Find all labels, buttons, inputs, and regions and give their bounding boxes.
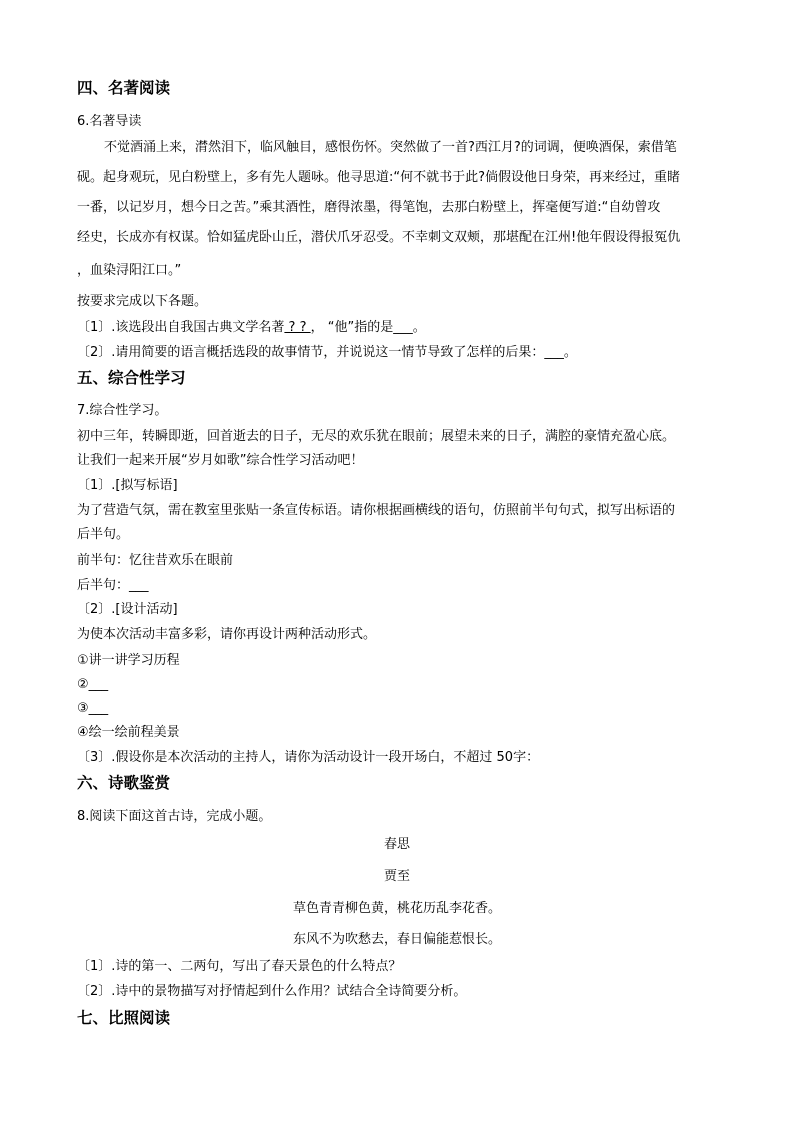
- section-heading-5: 五、综合性学习: [77, 369, 186, 387]
- passage-line-4: 经史，长成亦有权谋。恰如猛虎卧山丘，潜伏爪牙忍受。不幸刺文双颊，那堪配在江州!他年假设得报冤仇: [77, 230, 681, 245]
- activity-item-1: ①讲一讲学习历程: [77, 653, 180, 668]
- question-7-title: 7.综合性学习。: [77, 403, 168, 418]
- q1-prefix: 〔1〕.该选段出自我国古典文学名著: [77, 320, 285, 335]
- intro-line-2: 让我们一起来开展“岁月如歌”综合性学习活动吧！: [77, 453, 364, 468]
- back-half: 后半句：___: [77, 578, 149, 593]
- sub-question-2: 〔2〕.[设计活动]: [77, 602, 178, 617]
- section-heading-4: 四、名著阅读: [77, 79, 171, 97]
- q1-suffix: ， “他”指的是___。: [310, 320, 426, 335]
- question-6-title: 6.名著导读: [77, 114, 142, 129]
- poem-title: 春思: [383, 837, 410, 852]
- poem-author: 贾至: [383, 869, 410, 884]
- question-6-1: [77, 319, 426, 337]
- passage-line-5: ，血染浔阳江口。”: [77, 263, 182, 278]
- passage-line-1: 不觉酒涌上来，潸然泪下，临风触目，感恨伤怀。突然做了一首?西江月?的词调，便唤酒保，索借笔: [104, 140, 677, 155]
- section-heading-7: 七、比照阅读: [77, 1009, 171, 1027]
- question-8-1: 〔1〕.诗的第一、二两句，写出了春天景色的什么特点？: [77, 959, 402, 974]
- poem-line-2: 东风不为吹愁去，春日偏能惹恨长。: [292, 932, 501, 947]
- passage-line-2: 砚。起身观玩，见白粉壁上，多有先人题咏。他寻思道:“何不就书于此?倘假设他日身荣，再来经过，重睹: [77, 170, 681, 185]
- question-6-2: 〔2〕.请用简要的语言概括选段的故事情节，并说说这一情节导致了怎样的后果：___。: [77, 345, 577, 360]
- sub2-text: 为使本次活动丰富多彩，请你再设计两种活动形式。: [77, 627, 377, 642]
- activity-item-2: ②___: [77, 677, 109, 692]
- section-heading-6: 六、诗歌鉴赏: [77, 774, 171, 792]
- sub-question-1: 〔1〕.[拟写标语]: [77, 478, 178, 493]
- poem-line-1: 草色青青柳色黄，桃花历乱李花香。: [292, 901, 501, 916]
- passage-line-3: 一番，以记岁月，想今日之苦。”乘其酒性，磨得浓墨，得笔饱，去那白粉壁上，挥毫便写道:“自幼曾攻: [77, 200, 661, 215]
- intro-line-1: 初中三年，转瞬即逝，回首逝去的日子，无尽的欢乐犹在眼前；展望未来的日子，满腔的豪情充盈心底。: [77, 429, 676, 444]
- activity-item-4: ④绘一绘前程美景: [77, 725, 180, 740]
- question-8-title: 8.阅读下面这首古诗，完成小题。: [77, 809, 272, 824]
- sub-question-3: 〔3〕.假设你是本次活动的主持人，请你为活动设计一段开场白，不超过 50字：: [77, 750, 540, 765]
- sub1-text-line-2: 后半句。: [77, 527, 130, 542]
- question-8-2: 〔2〕.诗中的景物描写对抒情起到什么作用？试结合全诗简要分析。: [77, 984, 467, 999]
- instruction: 按要求完成以下各题。: [77, 294, 208, 309]
- sub1-text-line-1: 为了营造气氛，需在教室里张贴一条宣传标语。请你根据画横线的语句，仿照前半句句式，拟写出标语的: [77, 503, 676, 518]
- answer-blank: ? ?: [284, 320, 311, 335]
- front-half: 前半句：忆往昔欢乐在眼前: [77, 553, 234, 568]
- activity-item-3: ③___: [77, 701, 109, 716]
